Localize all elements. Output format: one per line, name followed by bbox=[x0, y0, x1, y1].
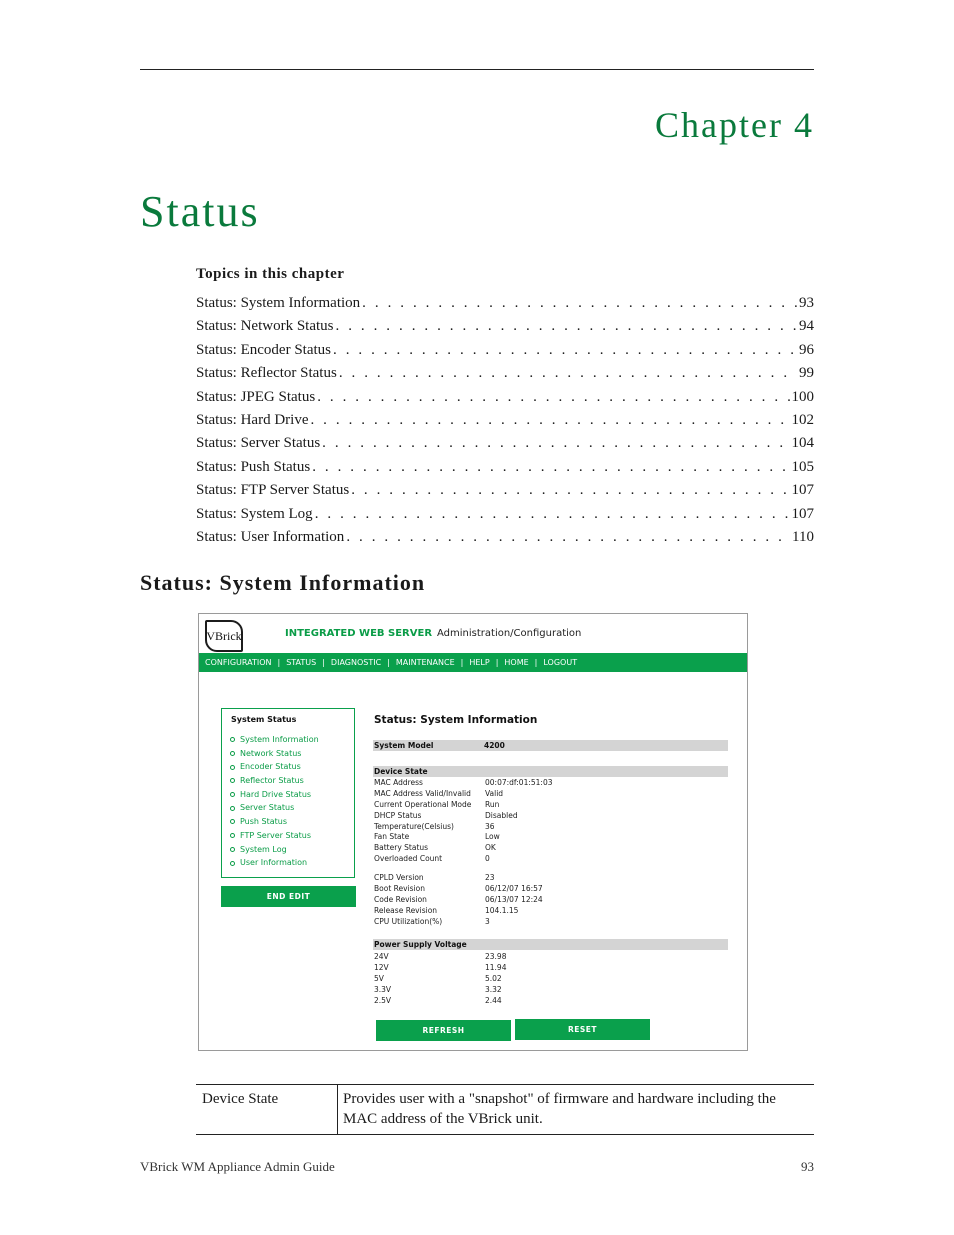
toc-entry-page: 107 bbox=[791, 505, 814, 522]
topics-heading: Topics in this chapter bbox=[196, 266, 345, 282]
row-value: Valid bbox=[485, 788, 504, 798]
row-label: DHCP Status bbox=[374, 810, 422, 820]
toc-entry-title: Status: Network Status bbox=[196, 318, 334, 335]
sidebar-item-push-status[interactable] bbox=[230, 815, 319, 829]
toc-entry-page: 110 bbox=[792, 528, 814, 545]
row-label: 24V bbox=[374, 952, 389, 961]
sidebar-item-label: FTP Server Status bbox=[240, 830, 311, 840]
nav-separator: | bbox=[387, 658, 390, 667]
system-model-label: System Model bbox=[374, 741, 434, 750]
table-row bbox=[374, 843, 674, 854]
web-server-screenshot bbox=[198, 613, 748, 1051]
table-of-contents bbox=[196, 292, 814, 549]
toc-entry-title: Status: Encoder Status bbox=[196, 341, 331, 358]
nav-separator: | bbox=[460, 658, 464, 667]
toc-leader bbox=[317, 386, 789, 409]
table-row bbox=[374, 789, 674, 800]
row-value: 06/12/07 16:57 bbox=[485, 883, 543, 893]
row-value: 3.32 bbox=[485, 984, 502, 994]
toc-entry-title: Status: FTP Server Status bbox=[196, 482, 350, 499]
row-label: CPLD Version bbox=[374, 873, 424, 882]
toc-entry-title: Status: System Log bbox=[196, 505, 313, 522]
toc-entry-title: Status: Reflector Status bbox=[196, 365, 337, 382]
sidebar-item-label: Reflector Status bbox=[240, 776, 304, 786]
section-heading: Status: System Information bbox=[140, 570, 426, 595]
table-row bbox=[374, 873, 674, 884]
footer-guide-title: VBrick WM Appliance Admin Guide bbox=[140, 1159, 335, 1174]
row-label: Current Operational Mode bbox=[374, 799, 472, 809]
nav-separator: | bbox=[277, 658, 281, 667]
top-nav-bar bbox=[199, 653, 747, 672]
toc-entry[interactable] bbox=[196, 292, 814, 315]
nav-status[interactable]: STATUS bbox=[286, 658, 317, 667]
nav-diagnostic[interactable]: DIAGNOSTIC bbox=[330, 658, 382, 667]
toc-leader bbox=[315, 503, 790, 526]
nav-maintenance[interactable]: MAINTENANCE bbox=[395, 658, 455, 667]
toc-leader bbox=[339, 362, 797, 385]
power-supply-heading: Power Supply Voltage bbox=[374, 940, 467, 949]
bullet-icon bbox=[230, 751, 235, 756]
bullet-icon bbox=[230, 806, 235, 811]
sidebar-item-label: Network Status bbox=[240, 748, 302, 758]
row-label: 12V bbox=[374, 962, 389, 972]
bullet-icon bbox=[230, 792, 235, 797]
row-label: 2.5V bbox=[374, 995, 392, 1005]
top-rule bbox=[140, 69, 814, 70]
power-supply-rows bbox=[374, 952, 674, 1006]
row-label: Code Revision bbox=[374, 894, 427, 904]
row-value: 23 bbox=[485, 873, 495, 882]
row-value: 36 bbox=[485, 821, 495, 831]
toc-entry[interactable] bbox=[196, 339, 814, 362]
vbrick-logo: VBrick bbox=[205, 620, 243, 652]
bullet-icon bbox=[230, 737, 235, 742]
toc-entry[interactable] bbox=[196, 432, 814, 455]
server-title: INTEGRATED WEB SERVER bbox=[285, 628, 433, 639]
toc-entry[interactable] bbox=[196, 526, 814, 549]
footer-page-number: 93 bbox=[801, 1159, 814, 1174]
table-row bbox=[374, 854, 674, 865]
toc-entry[interactable] bbox=[196, 315, 814, 338]
toc-leader bbox=[346, 526, 790, 549]
table-row bbox=[374, 974, 674, 985]
nav-home[interactable]: HOME bbox=[504, 658, 529, 667]
table-row bbox=[374, 917, 674, 928]
toc-leader bbox=[351, 479, 789, 502]
row-value: Disabled bbox=[485, 810, 518, 820]
row-value: OK bbox=[485, 843, 496, 853]
toc-entry[interactable] bbox=[196, 503, 814, 526]
admin-title: Administration/Configuration bbox=[437, 628, 582, 639]
bullet-icon bbox=[230, 819, 235, 824]
row-label: Temperature(Celsius) bbox=[374, 821, 454, 831]
device-state-band bbox=[373, 766, 728, 777]
toc-entry-page: 102 bbox=[791, 411, 814, 428]
bullet-icon bbox=[230, 861, 235, 866]
toc-entry-page: 105 bbox=[791, 458, 814, 475]
toc-entry-page: 104 bbox=[791, 435, 814, 452]
row-value: 2.44 bbox=[485, 995, 502, 1005]
sidebar-item-label: Push Status bbox=[240, 817, 288, 827]
sidebar-item-ftp-server-status[interactable] bbox=[230, 829, 319, 843]
sidebar-item-label: System Log bbox=[240, 844, 287, 854]
table-row bbox=[374, 963, 674, 974]
row-value: 104.1.15 bbox=[485, 905, 519, 915]
toc-entry-page: 96 bbox=[799, 341, 814, 358]
nav-separator: | bbox=[495, 658, 499, 667]
description-table bbox=[196, 1084, 814, 1135]
table-row bbox=[374, 811, 674, 822]
toc-entry[interactable] bbox=[196, 362, 814, 385]
panel-title: Status: System Information bbox=[374, 714, 538, 726]
sidebar-item-hard-drive-status[interactable] bbox=[230, 788, 319, 802]
reset-button[interactable]: RESET bbox=[515, 1019, 650, 1040]
bullet-icon bbox=[230, 847, 235, 852]
toc-entry[interactable] bbox=[196, 456, 814, 479]
table-row bbox=[374, 906, 674, 917]
row-label: MAC Address bbox=[374, 778, 423, 787]
toc-entry-page: 99 bbox=[799, 365, 814, 382]
table-row bbox=[374, 895, 674, 906]
toc-entry[interactable] bbox=[196, 409, 814, 432]
toc-leader bbox=[310, 409, 789, 432]
bullet-icon bbox=[230, 765, 235, 770]
row-value: 06/13/07 12:24 bbox=[485, 894, 543, 904]
sidebar-item-label: User Information bbox=[240, 858, 308, 868]
row-value: Run bbox=[485, 799, 500, 809]
row-value: 23.98 bbox=[485, 952, 507, 961]
row-label: MAC Address Valid/Invalid bbox=[374, 788, 471, 798]
sidebar-list bbox=[230, 733, 319, 870]
row-label: Release Revision bbox=[374, 905, 438, 915]
toc-leader bbox=[362, 292, 797, 315]
toc-leader bbox=[312, 456, 789, 479]
table-row bbox=[374, 778, 674, 789]
table-row bbox=[374, 884, 674, 895]
row-label: 5V bbox=[374, 973, 384, 983]
nav-separator: | bbox=[534, 658, 538, 667]
table-row bbox=[374, 985, 674, 996]
row-label: Fan State bbox=[374, 832, 410, 842]
toc-entry-title: Status: System Information bbox=[196, 295, 361, 311]
sidebar-item-system-log[interactable] bbox=[230, 843, 319, 857]
nav-separator: | bbox=[322, 658, 325, 667]
power-supply-band bbox=[373, 939, 728, 950]
chapter-label: Chapter 4 bbox=[655, 105, 814, 145]
bullet-icon bbox=[230, 778, 235, 783]
row-label: Battery Status bbox=[374, 843, 429, 853]
toc-entry[interactable] bbox=[196, 479, 814, 502]
table-row bbox=[374, 996, 674, 1007]
row-label: 3.3V bbox=[374, 984, 392, 994]
toc-leader bbox=[333, 339, 797, 362]
row-label: Boot Revision bbox=[374, 883, 425, 893]
sidebar-item-label: Hard Drive Status bbox=[240, 789, 312, 799]
toc-entry-page: 107 bbox=[791, 482, 814, 499]
table-row bbox=[374, 952, 674, 963]
status-sidebar bbox=[221, 708, 355, 878]
description-term: Device State bbox=[202, 1091, 279, 1107]
toc-entry-page: 100 bbox=[791, 388, 814, 405]
toc-entry-title: Status: User Information bbox=[196, 528, 345, 545]
row-label: Overloaded Count bbox=[374, 854, 443, 864]
table-divider bbox=[337, 1085, 338, 1134]
toc-leader bbox=[336, 315, 798, 338]
sidebar-item-user-information[interactable] bbox=[230, 856, 319, 870]
device-state-heading: Device State bbox=[374, 767, 428, 776]
row-value: 00:07:df:01:51:03 bbox=[485, 778, 553, 787]
toc-entry-page: 94 bbox=[799, 318, 814, 335]
toc-entry[interactable] bbox=[196, 386, 814, 409]
sidebar-item-server-status[interactable] bbox=[230, 801, 319, 815]
sidebar-item-label: Server Status bbox=[240, 803, 295, 813]
table-row bbox=[374, 822, 674, 833]
toc-entry-page: 93 bbox=[799, 295, 814, 311]
table-row bbox=[374, 800, 674, 811]
end-edit-button[interactable]: END EDIT bbox=[221, 886, 356, 907]
table-row bbox=[374, 832, 674, 843]
sidebar-item-system-information[interactable] bbox=[230, 733, 319, 747]
system-model-band bbox=[373, 740, 728, 751]
bullet-icon bbox=[230, 833, 235, 838]
nav-configuration[interactable]: CONFIGURATION bbox=[205, 658, 272, 667]
row-value: 0 bbox=[485, 854, 490, 864]
row-value: 3 bbox=[485, 916, 490, 926]
sidebar-item-label: Encoder Status bbox=[240, 762, 301, 772]
system-model-value: 4200 bbox=[484, 741, 505, 750]
toc-entry-title: Status: Push Status bbox=[196, 458, 311, 475]
refresh-button[interactable]: REFRESH bbox=[376, 1020, 511, 1041]
nav-help[interactable]: HELP bbox=[469, 658, 490, 667]
sidebar-item-reflector-status[interactable] bbox=[230, 774, 319, 788]
sidebar-item-encoder-status[interactable] bbox=[230, 760, 319, 774]
toc-entry-title: Status: JPEG Status bbox=[196, 388, 316, 405]
row-value: 11.94 bbox=[485, 962, 507, 972]
row-value: Low bbox=[485, 832, 500, 842]
row-label: CPU Utilization(%) bbox=[374, 916, 443, 926]
sidebar-item-label: System Information bbox=[240, 735, 319, 744]
sidebar-title: System Status bbox=[231, 715, 297, 724]
sidebar-item-network-status[interactable] bbox=[230, 747, 319, 761]
row-value: 5.02 bbox=[485, 973, 502, 983]
nav-logout[interactable]: LOGOUT bbox=[543, 658, 578, 667]
toc-entry-title: Status: Server Status bbox=[196, 435, 321, 452]
revision-rows bbox=[374, 873, 674, 927]
toc-entry-title: Status: Hard Drive bbox=[196, 411, 309, 428]
device-state-rows bbox=[374, 778, 674, 865]
description-definition: Provides user with a "snapshot" of firmware and hardware including the MAC address of the VBrick unit. bbox=[343, 1091, 776, 1127]
chapter-title: Status bbox=[140, 187, 260, 236]
toc-leader bbox=[322, 432, 789, 455]
